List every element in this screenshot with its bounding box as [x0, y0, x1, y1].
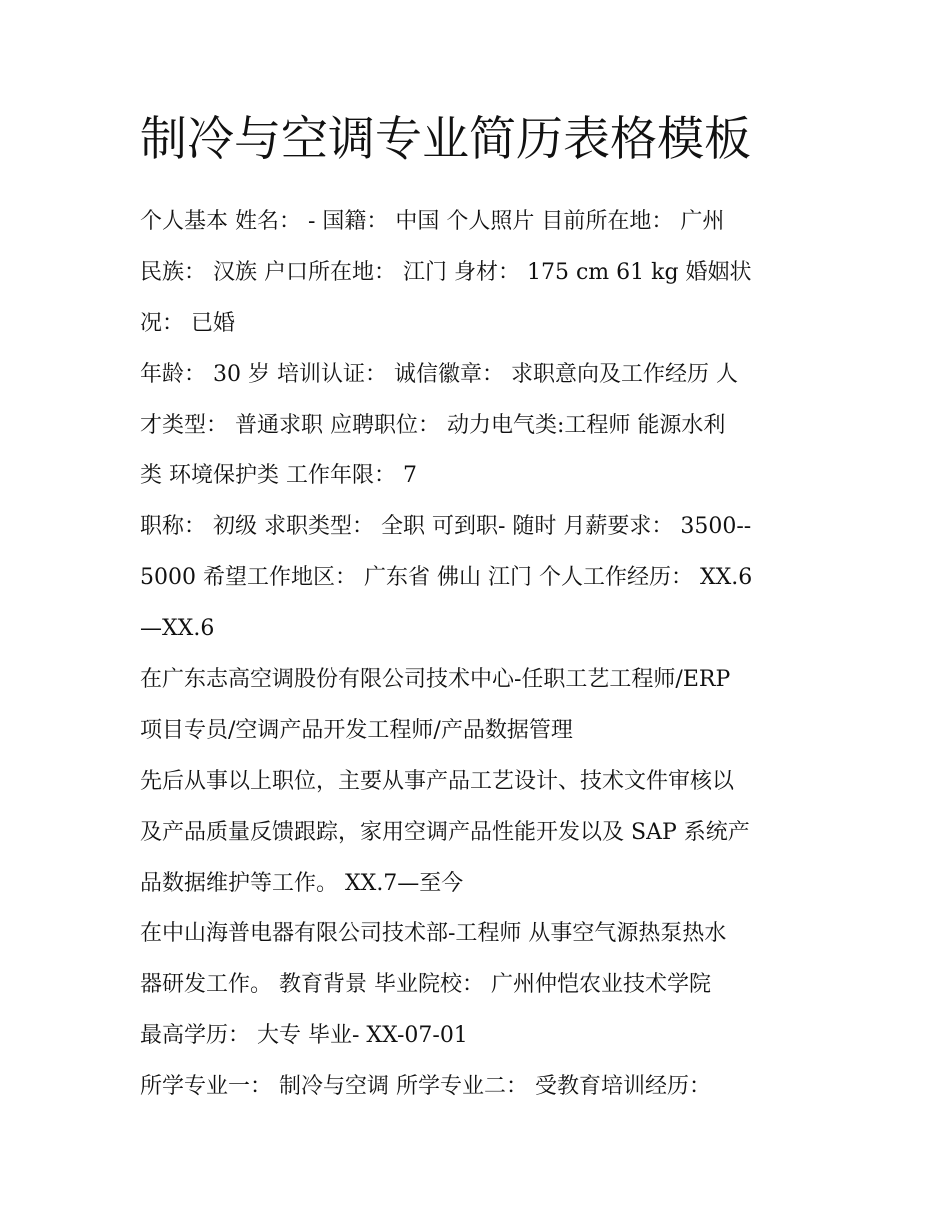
text-line: 民族： 汉族 户口所在地： 江门 身材： 175 cm 61 kg 婚姻状 [140, 259, 752, 285]
text-line: 在中山海普电器有限公司技术部-工程师 从事空气源热泵热水 [140, 921, 727, 947]
text-line: 及产品质量反馈跟踪，家用空调产品性能开发以及 SAP 系统产 [140, 819, 750, 845]
text-line: 职称： 初级 求职类型： 全职 可到职- 随时 月薪要求： 3500-- [140, 514, 752, 540]
text-line: 品数据维护等工作。 XX.7—至今 [140, 870, 464, 896]
text-line: 最高学历： 大专 毕业- XX-07-01 [140, 1023, 468, 1049]
text-line: 类 环境保护类 工作年限： 7 [140, 463, 417, 489]
text-line: 项目专员/空调产品开发工程师/产品数据管理 [140, 717, 573, 743]
text-line: 器研发工作。 教育背景 毕业院校： 广州仲恺农业技术学院 [140, 972, 711, 998]
text-line: 个人基本 姓名： - 国籍： 中国 个人照片 目前所在地： 广州 [140, 209, 725, 234]
document-title: 制冷与空调专业简历表格模板 [140, 112, 751, 167]
text-line: 年龄： 30 岁 培训认证： 诚信徽章： 求职意向及工作经历 人 [140, 361, 738, 387]
text-line: 在广东志高空调股份有限公司技术中心-任职工艺工程师/ERP [140, 667, 731, 693]
resume-body [140, 197, 820, 1113]
text-line: 先后从事以上职位，主要从事产品工艺设计、技术文件审核以 [140, 768, 735, 794]
text-line: 所学专业一： 制冷与空调 所学专业二： 受教育培训经历： [140, 1074, 711, 1100]
text-line: 况： 已婚 [140, 310, 235, 336]
text-line: 才类型： 普通求职 应聘职位： 动力电气类:工程师 能源水利 [140, 412, 726, 438]
text-line: 5000 希望工作地区： 广东省 佛山 江门 个人工作经历： XX.6 [140, 565, 753, 591]
text-line: —XX.6 [140, 616, 215, 642]
